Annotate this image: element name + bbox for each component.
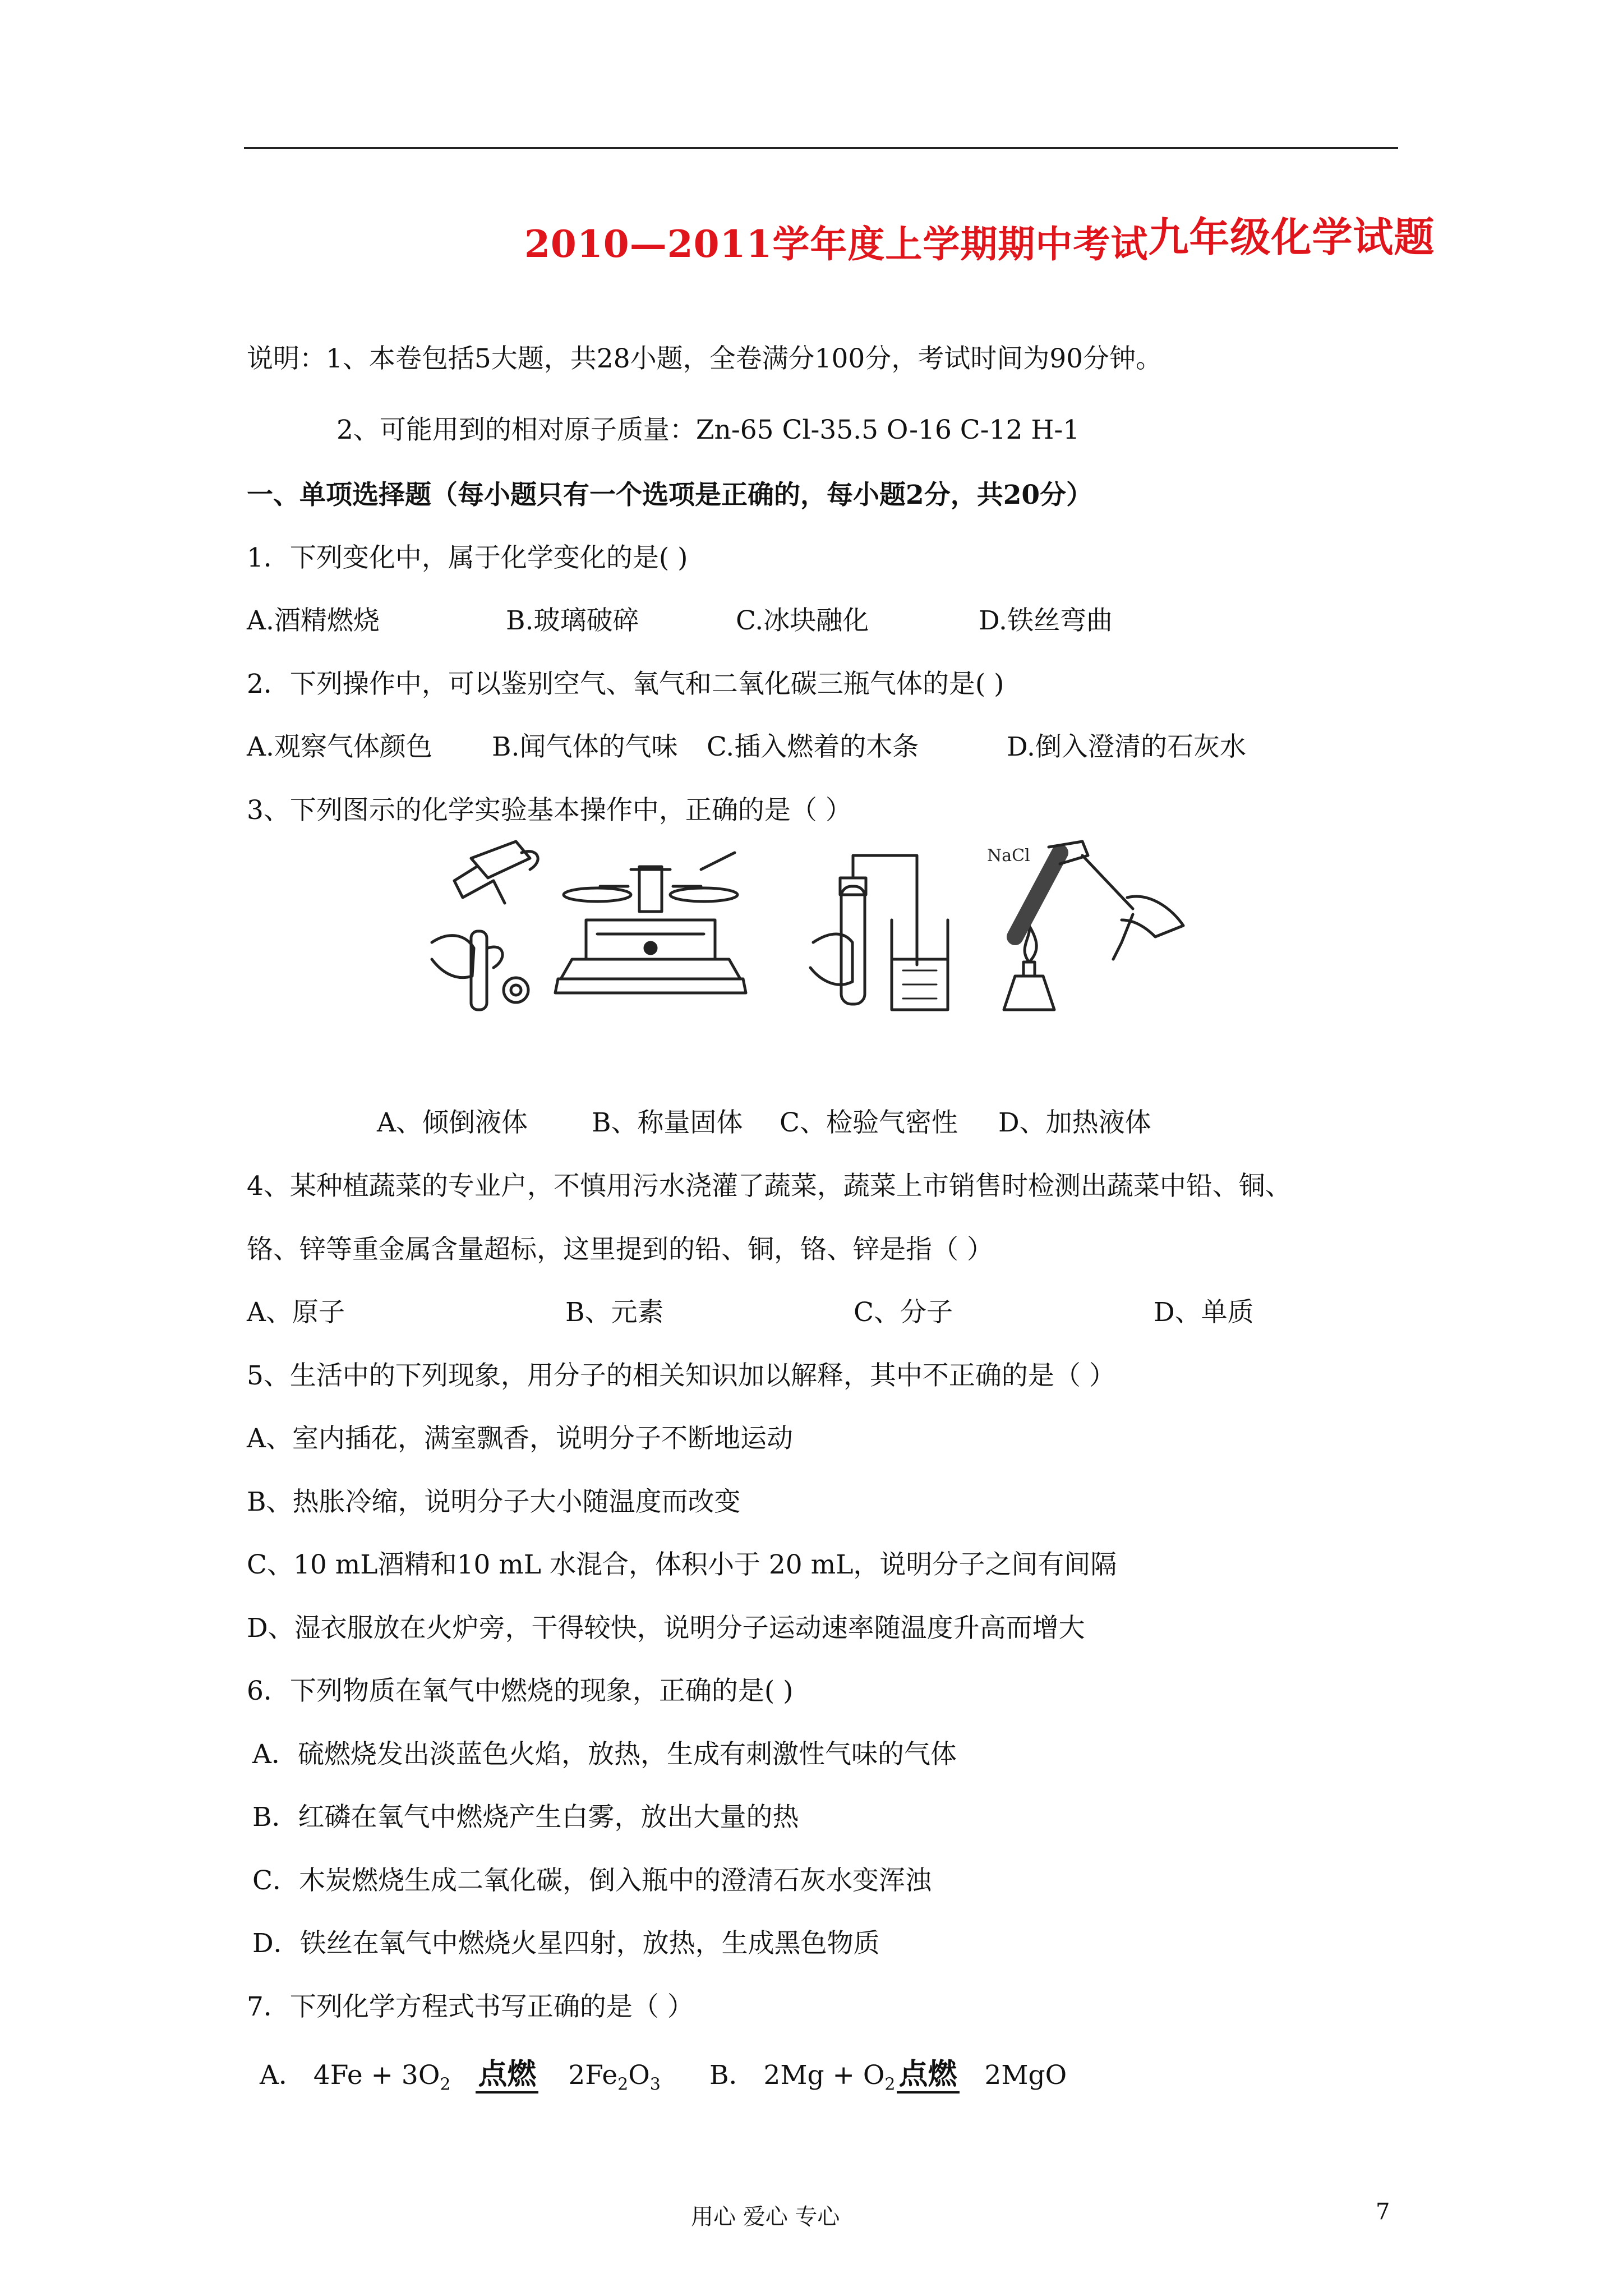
q4-option-a: A、原子 [247,1297,345,1328]
footer-motto: 用心 爱心 专心 [691,2204,840,2230]
q2-option-d: D.倒入澄清的石灰水 [1007,731,1246,762]
page-number: 7 [1376,2199,1390,2225]
q7-a-product: 2Fe [568,2060,618,2091]
nacl-label: NaCl [987,846,1030,866]
q7-a-sub2: 2 [617,2074,629,2095]
q6-option-d: D．铁丝在氧气中燃烧火星四射，放热，生成黑色物质 [252,1928,880,1959]
section1-heading: 一、单项选择题（每小题只有一个选项是正确的，每小题2分，共20分） [247,480,1093,510]
pouring-liquid-illustration [432,841,538,1010]
q6-option-a: A．硫燃烧发出淡蓝色火焰，放热，生成有刺激性气味的气体 [252,1739,957,1770]
balance-illustration [555,853,746,993]
q5-option-b: B、热胀冷缩，说明分子大小随温度而改变 [247,1487,741,1517]
header-rule [244,147,1398,149]
q2-option-a: A.观察气体颜色 [247,731,432,762]
q7-a-sub1: 2 [440,2074,451,2095]
q7-option-a [260,2050,661,2094]
q1-option-b: B.玻璃破碎 [506,605,639,636]
q6-stem: 6．下列物质在氧气中燃烧的现象，正确的是( ) [247,1676,794,1706]
air-tightness-illustration [810,855,948,1010]
q3-option-a: A、倾倒液体 [377,1107,528,1138]
q7-b-label: B． [709,2060,755,2091]
heating-liquid-illustration [1004,841,1183,1010]
q7-b-reactants: 2Mg + O [763,2060,885,2091]
q7-b-product: 2MgO [984,2060,1067,2091]
q7-b-condition: 点燃 [897,2057,960,2093]
q7-b-sub1: 2 [884,2074,896,2095]
q7-a-sub3: 3 [649,2074,661,2095]
q1-option-d: D.铁丝弯曲 [979,605,1113,636]
q7-a-label: A． [260,2060,305,2091]
q7-a-condition: 点燃 [476,2057,538,2093]
q7-a-reactants: 4Fe + 3O [313,2060,440,2091]
q4-option-c: C、分子 [854,1297,953,1328]
q3-stem: 3、下列图示的化学实验基本操作中，正确的是（ ） [247,795,852,826]
title-part1: 2010—2011学年度上学期期中考试 [524,222,1149,266]
q3-option-d: D、加热液体 [998,1107,1151,1138]
lab-operations-figure [409,836,1228,1027]
q3-option-b: B、称量固体 [592,1107,743,1138]
q5-option-d: D、湿衣服放在火炉旁，干得较快，说明分子运动速率随温度升高而增大 [247,1613,1085,1644]
q2-option-c: C.插入燃着的木条 [707,731,919,762]
intro-line2: 2、可能用到的相对原子质量：Zn-65 Cl-35.5 O-16 C-12 H-1 [336,415,1080,445]
q4-stem-line2: 铬、锌等重金属含量超标，这里提到的铅、铜，铬、锌是指（ ） [247,1234,993,1265]
q1-stem: 1．下列变化中，属于化学变化的是( ) [247,542,688,573]
q4-option-d: D、单质 [1154,1297,1254,1328]
q6-option-b: B．红磷在氧气中燃烧产生白雾，放出大量的热 [252,1802,799,1833]
title-part2: 九年级化学试题 [1148,213,1435,261]
q1-option-c: C.冰块融化 [736,605,869,636]
exam-title [524,210,1435,269]
q4-stem-line1: 4、某种植蔬菜的专业户，不慎用污水浇灌了蔬菜，蔬菜上市销售时检测出蔬菜中铅、铜、 [247,1171,1292,1202]
q4-option-b: B、元素 [565,1297,664,1328]
intro-line1: 说明：1、本卷包括5大题，共28小题，全卷满分100分，考试时间为90分钟。 [247,343,1163,374]
q7-a-product-o: O [628,2060,650,2091]
q7-stem: 7．下列化学方程式书写正确的是（ ） [247,1991,694,2022]
q3-option-c: C、检验气密性 [780,1107,958,1138]
q1-option-a: A.酒精燃烧 [247,605,380,636]
q2-option-b: B.闻气体的气味 [492,731,678,762]
q7-option-b [709,2050,1067,2094]
q6-option-c: C．木炭燃烧生成二氧化碳，倒入瓶中的澄清石灰水变浑浊 [252,1865,932,1896]
q5-stem: 5、生活中的下列现象，用分子的相关知识加以解释，其中不正确的是（ ） [247,1360,1115,1391]
q5-option-c: C、10 mL酒精和10 mL 水混合，体积小于 20 mL，说明分子之间有间隔 [247,1549,1117,1580]
q5-option-a: A、室内插花，满室飘香，说明分子不断地运动 [247,1423,793,1454]
q2-stem: 2．下列操作中，可以鉴别空气、氧气和二氧化碳三瓶气体的是( ) [247,669,1004,700]
